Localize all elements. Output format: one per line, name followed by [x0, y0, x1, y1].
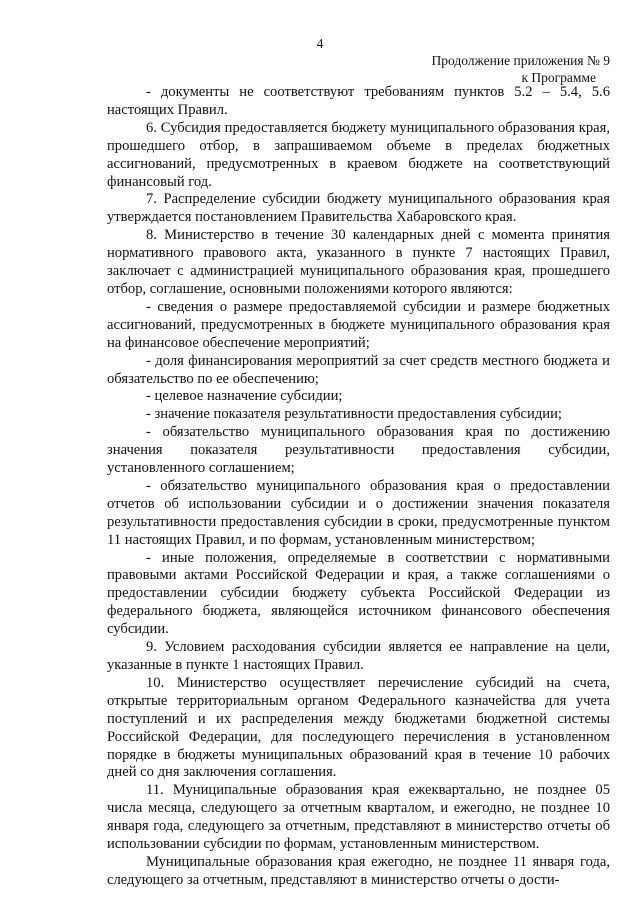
paragraph-6: 6. Субсидия предоставляется бюджету муниципального образования края, прошедшего отбор, в запрашиваемом объеме в пределах бюджетных ассигнований, предусмотренных в краевом бюджете на соответствующий финансовый год. — [107, 119, 610, 190]
paragraph-10: 10. Министерство осуществляет перечисление субсидий на счета, открытые территориальным органом Федерального казначейства для учета поступлений и их распределения между бюджетами бюджетной системы Российской Федерации, для последующего перечисления в установленном порядке в бюджеты муниципальных образований края в течение 10 рабочих дней со дня заключения соглашения. — [107, 674, 610, 781]
list-item-funding-share: - доля финансирования мероприятий за счет средств местного бюджета и обязательство по ее обеспечению; — [107, 352, 610, 387]
paragraph-8: 8. Министерство в течение 30 календарных дней с момента принятия нормативного правового акта, указанного в пункте 7 настоящих Правил, заключает с администрацией муниципального образования края, прошедшего отбор, соглашение, основными положениями которого являются: — [107, 227, 610, 297]
appendix-header — [390, 52, 610, 86]
list-item-indicator-value: - значение показателя результативности предоставления субсидии; — [146, 406, 562, 423]
paragraph-annual-reports: Муниципальные образования края ежегодно, не позднее 11 января года, следующего за отчетным, представляют в министерство отчеты о дости- — [107, 853, 610, 888]
paragraph-11: 11. Муниципальные образования края ежеквартально, не позднее 05 числа месяца, следующего за отчетным кварталом, и ежегодно, не позднее 10 января года, следующего за отчетным, представляют в министерство отчеты об использовании субсидии по формам, установленным министерством. — [107, 782, 610, 853]
document-body — [107, 84, 610, 890]
appendix-program: к Программе — [521, 70, 596, 85]
list-item-other-provisions: - иные положения, определяемые в соответствии с нормативными правовыми актами Российской Федерации и края, а также соглашениями о предоставлении субсидии бюджету субъекта Российской Федерации из федерального бюджета, являющейся источником финансового обеспечения субсидии. — [107, 549, 610, 638]
paragraph-9: 9. Условием расходования субсидии является ее направление на цели, указанные в пункте 1 настоящих Правил. — [107, 639, 610, 673]
list-item-subsidy-size: - сведения о размере предоставляемой субсидии и размере бюджетных ассигнований, предусмотренных в бюджете муниципального образования края на финансовое обеспечение мероприятий; — [107, 298, 610, 351]
list-item-indicator-obligation: - обязательство муниципального образования края по достижению значения показателя результативности предоставления субсидии, установленного соглашением; — [107, 424, 610, 477]
paragraph-documents-mismatch: - документы не соответствуют требованиям пунктов 5.2 – 5.4, 5.6 настоящих Правил. — [107, 84, 610, 118]
list-item-purpose: - целевое назначение субсидии; — [146, 388, 343, 405]
list-item-reports-obligation: - обязательство муниципального образования края о предоставлении отчетов об использовании субсидии и о достижении значения показателя результативности предоставления субсидии в сроки, предусмотренные пунктом 11 настоящих Правил, и по формам, установленным министерством; — [107, 477, 610, 548]
appendix-title: Продолжение приложения № 9 — [431, 53, 610, 68]
paragraph-7: 7. Распределение субсидии бюджету муниципального образования края утверждается постановлением Правительства Хабаровского края. — [107, 191, 610, 226]
page-number: 4 — [316, 36, 324, 51]
